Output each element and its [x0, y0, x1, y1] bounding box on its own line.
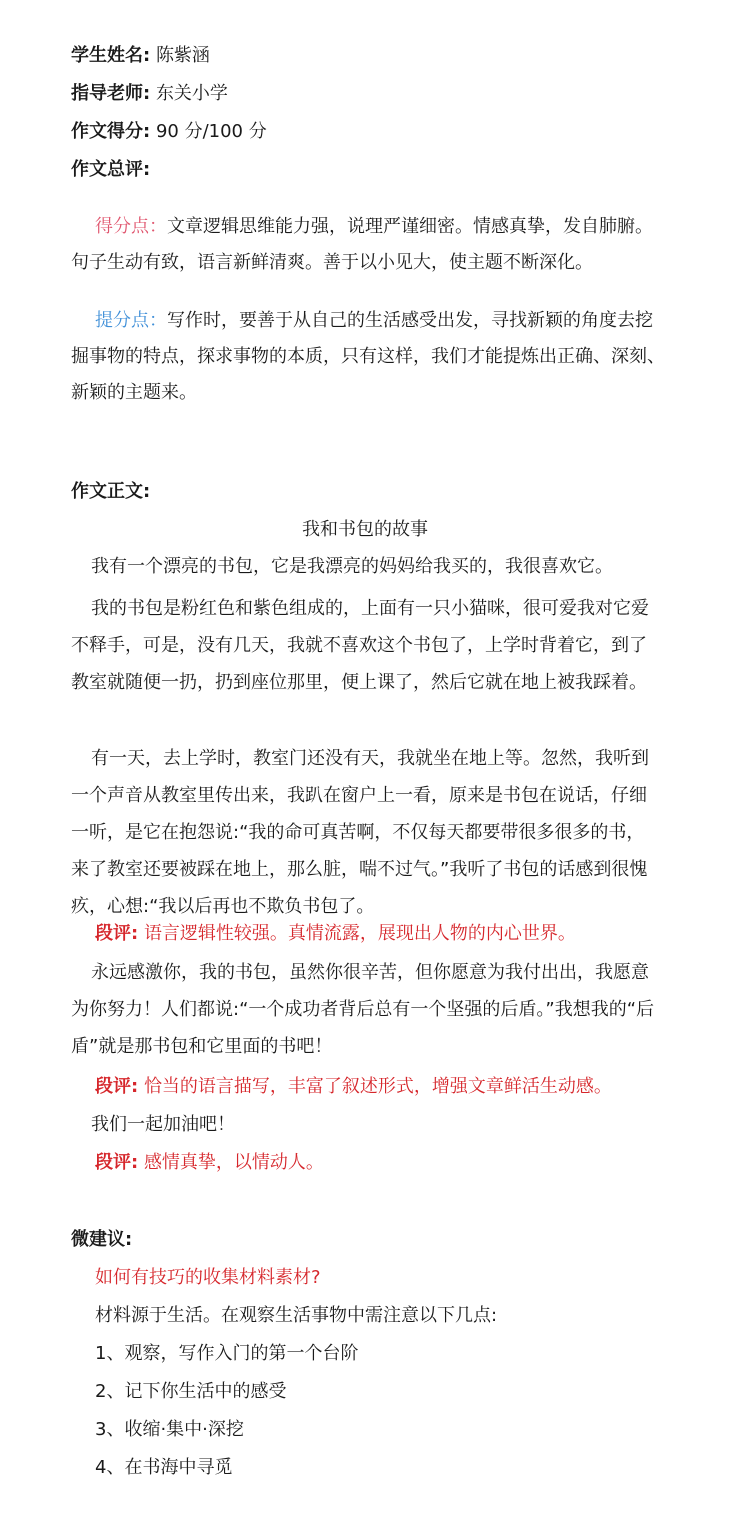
teacher-label: 指导老师: — [71, 83, 151, 104]
score-label: 作文得分: — [71, 121, 151, 142]
teacher-row — [71, 82, 228, 106]
paragraph-comment-2-text: 恰当的语言描写，丰富了叙述形式，增强文章鲜活生动感。 — [143, 1076, 612, 1097]
improvement-points-label: 提分点： — [95, 310, 167, 331]
essay-paragraph-3: 有一天，去上学时，教室门还没有天，我就坐在地上等。忽然，我听到一个声音从教室里传出来，我趴在窗户上一看，原来是书包在说话，仔细一听，是它在抱怨说:“我的命可真苦啊，不仅每天都要带很多很多的书，来了教室还要被踩在地上，那么脏，喘不过气。”我听了书包的话感到很愧疚，心想:“我以后再也不欺负书包了。 — [71, 748, 649, 917]
student-name-value: 陈紫涵 — [155, 45, 210, 66]
paragraph-comment-1 — [95, 922, 576, 946]
essay-paragraph-5: 我们一起加油吧！ — [91, 1114, 235, 1135]
advice-item: 2、记下你生活中的感受 — [95, 1381, 287, 1402]
student-name-label: 学生姓名: — [71, 45, 151, 66]
essay-paragraph-4: 永远感激你，我的书包，虽然你很辛苦，但你愿意为我付出出，我愿意为你努力！人们都说:“一个成功者背后总有一个坚强的后盾。”我想我的“后盾”就是那书包和它里面的书吧！ — [71, 962, 655, 1057]
scoring-points-block — [71, 209, 666, 281]
essay-paragraph-1: 我有一个漂亮的书包，它是我漂亮的妈妈给我买的，我很喜欢它。 — [91, 556, 613, 577]
score-value: 90 分/100 分 — [155, 121, 267, 142]
paragraph-comment-3 — [95, 1151, 324, 1175]
advice-item: 3、收缩·集中·深挖 — [95, 1419, 244, 1440]
essay-paragraph-2: 我的书包是粉红色和紫色组成的，上面有一只小猫咪，很可爱我对它爱不释手，可是，没有几天，我就不喜欢这个书包了，上学时背着它，到了教室就随便一扔，扔到座位那里，便上课了，然后它就在地上被我踩着。 — [71, 598, 649, 693]
score-row — [71, 120, 267, 144]
advice-item: 1、观察，写作入门的第一个台阶 — [95, 1343, 359, 1364]
advice-heading: 微建议: — [71, 1229, 133, 1250]
teacher-value: 东关小学 — [155, 83, 228, 104]
improvement-points-block — [71, 303, 666, 411]
advice-intro: 材料源于生活。在观察生活事物中需注意以下几点: — [95, 1305, 498, 1326]
scoring-points-label: 得分点： — [95, 216, 167, 237]
paragraph-comment-1-text: 语言逻辑性较强。真情流露，展现出人物的内心世界。 — [143, 923, 576, 944]
student-name-row — [71, 44, 210, 68]
paragraph-comment-1-label: 段评: — [95, 923, 139, 944]
advice-item: 4、在书海中寻觅 — [95, 1457, 233, 1478]
paragraph-comment-3-label: 段评: — [95, 1152, 139, 1173]
paragraph-comment-2 — [95, 1075, 612, 1099]
essay-title: 我和书包的故事 — [302, 519, 428, 540]
overall-review-label: 作文总评: — [71, 159, 151, 180]
scoring-points-text: 文章逻辑思维能力强，说理严谨细密。情感真挚，发自肺腑。句子生动有致，语言新鲜清爽。善于以小见大，使主题不断深化。 — [71, 216, 653, 273]
improvement-points-text: 写作时，要善于从自己的生活感受出发，寻找新颖的角度去挖掘事物的特点，探求事物的本质，只有这样，我们才能提炼出正确、深刻、新颖的主题来。 — [71, 310, 665, 403]
advice-question: 如何有技巧的收集材料素材? — [95, 1267, 321, 1288]
paragraph-comment-2-label: 段评: — [95, 1076, 139, 1097]
paragraph-comment-3-text: 感情真挚，以情动人。 — [143, 1152, 324, 1173]
essay-heading: 作文正文: — [71, 481, 151, 502]
overall-review-heading — [71, 158, 150, 182]
